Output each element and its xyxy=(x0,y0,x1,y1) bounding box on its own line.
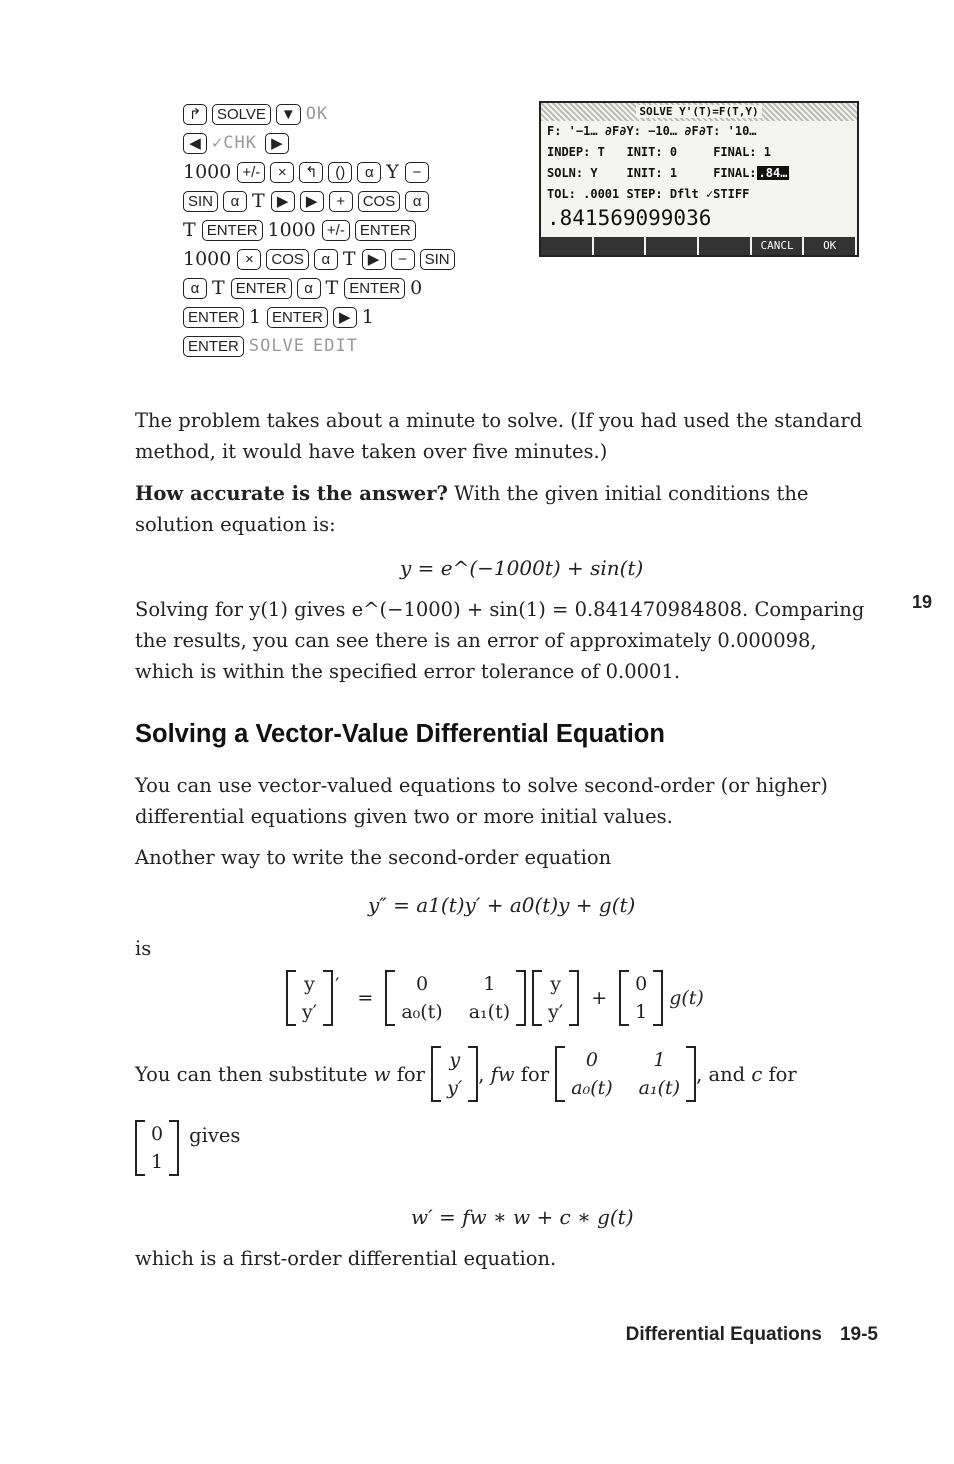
keystroke-line xyxy=(183,216,528,245)
section-heading: Solving a Vector-Value Differential Equation xyxy=(135,720,665,748)
calculator-key[interactable]: ▶ xyxy=(362,249,386,270)
calculator-key[interactable]: × xyxy=(270,162,294,183)
paragraph-solve-time: The problem takes about a minute to solve. (If you had used the standard method, it would have taken over five minutes.) xyxy=(135,409,863,463)
screen-row-f: F: '−1… ∂F∂Y: −10… ∂F∂T: '10… xyxy=(547,124,757,138)
equation-solution: y = e^(−1000t) + sin(t) xyxy=(400,556,644,580)
keystroke-line xyxy=(183,129,528,158)
matrix-coefficients: 0 1 a₀(t) a₁(t) xyxy=(385,970,526,1026)
screen-title: SOLVE Y'(T)=F(T,Y) xyxy=(541,103,857,121)
calculator-key[interactable]: α xyxy=(314,249,338,270)
text-is: is xyxy=(135,937,152,960)
keystroke-line xyxy=(183,187,528,216)
calculator-key[interactable]: SIN xyxy=(420,249,455,270)
calculator-key[interactable]: ENTER xyxy=(344,278,405,299)
page-footer xyxy=(626,1324,878,1346)
calculator-key[interactable]: ENTER xyxy=(183,307,244,328)
matrix-c-gives: 0 1 gives xyxy=(135,1120,240,1176)
inline-matrix-c: 0 1 xyxy=(135,1120,179,1176)
keystroke-line xyxy=(183,274,528,303)
calculator-key[interactable]: ENTER xyxy=(267,307,328,328)
calculator-key[interactable]: ↰ xyxy=(299,162,323,183)
keystroke-text: T xyxy=(325,277,339,299)
paragraph-second-order: Another way to write the second-order equation xyxy=(135,846,612,869)
calculator-screen xyxy=(539,101,859,257)
chapter-tab-number: 19 xyxy=(912,592,933,612)
calculator-key[interactable]: ▼ xyxy=(276,104,301,125)
keystroke-text: 1000 xyxy=(183,248,232,270)
keystroke-text: T xyxy=(252,190,265,212)
calculator-key[interactable]: ▶ xyxy=(333,307,357,328)
calculator-key[interactable]: SIN xyxy=(183,191,218,212)
screen-row-soln: SOLN: Y INIT: 1 FINAL: .84… xyxy=(547,166,788,180)
calculator-key[interactable]: × xyxy=(237,249,261,270)
screen-menu xyxy=(541,237,857,255)
softkey-label[interactable]: SOLVE xyxy=(248,336,306,356)
menu-key-4[interactable] xyxy=(699,237,750,255)
calculator-key[interactable]: α xyxy=(183,278,207,299)
paragraph-accuracy: How accurate is the answer? With the given initial conditions the solution equation is: xyxy=(135,482,809,536)
calculator-key[interactable]: α xyxy=(297,278,321,299)
matrix-y-vector-2: y y′ xyxy=(532,970,579,1026)
paragraph-first-order: which is a first-order differential equation. xyxy=(135,1247,557,1270)
paragraph-substitute: You can then substitute w for y y′ , fw for 0 1 a₀(t) a₁(t) , and c for xyxy=(135,1046,875,1102)
menu-key-ok[interactable]: OK xyxy=(804,237,855,255)
paragraph-comparison: Solving for y(1) gives e^(−1000) + sin(1) = 0.841470984808. Comparing the results, you can see there is an error of approximately 0.000098, which is within the specified error tolerance of 0.0001. xyxy=(135,598,865,683)
keystroke-text: 1000 xyxy=(267,219,316,241)
keystroke-text: Y xyxy=(386,161,399,183)
equation-first-order: w′ = fw ∗ w + c ∗ g(t) xyxy=(411,1205,634,1229)
softkey-label[interactable]: EDIT xyxy=(313,336,358,356)
screen-result: .841569099036 xyxy=(547,206,712,230)
keystroke-line xyxy=(183,158,528,187)
matrix-y-vector: y y′ xyxy=(286,970,333,1026)
calculator-key[interactable]: α xyxy=(223,191,247,212)
calculator-key[interactable]: ▶ xyxy=(265,133,289,154)
inline-matrix-w: y y′ xyxy=(431,1046,478,1102)
keystroke-line xyxy=(183,303,528,332)
footer-page-number: 19-5 xyxy=(839,1324,878,1345)
matrix-equation: y y′ ′ = 0 1 a₀(t) a₁(t) y y′ + 0 1 g(t) xyxy=(286,970,704,1026)
softkey-label[interactable]: ✓CHK xyxy=(212,133,257,153)
calculator-key[interactable]: ENTER xyxy=(202,220,263,241)
calculator-key[interactable]: COS xyxy=(358,191,401,212)
calculator-key[interactable]: +/- xyxy=(322,220,350,241)
keystroke-text: 1 xyxy=(248,306,261,328)
menu-key-1[interactable] xyxy=(541,237,592,255)
equation-second-order: y″ = a1(t)y′ + a0(t)y + g(t) xyxy=(368,893,636,917)
calculator-key[interactable]: COS xyxy=(266,249,309,270)
keystroke-line xyxy=(183,332,528,361)
inline-matrix-fw: 0 1 a₀(t) a₁(t) xyxy=(555,1046,696,1102)
calculator-key[interactable]: α xyxy=(357,162,381,183)
paragraph-vector-intro: You can use vector-valued equations to solve second-order (or higher) differential equations given two or more initial values. xyxy=(135,774,828,828)
screen-row-tol: TOL: .0001 STEP: Dflt ✓STIFF xyxy=(547,187,750,201)
footer-chapter-title: Differential Equations xyxy=(625,1324,822,1345)
keystroke-text: 1 xyxy=(361,306,374,328)
calculator-key[interactable]: ENTER xyxy=(183,336,244,357)
calculator-key[interactable]: − xyxy=(391,249,415,270)
keystroke-line xyxy=(183,245,528,274)
calculator-key[interactable]: () xyxy=(328,162,352,183)
keystroke-text: T xyxy=(183,219,196,241)
calculator-key[interactable]: ↱ xyxy=(183,104,207,125)
menu-key-2[interactable] xyxy=(594,237,645,255)
screen-row-indep: INDEP: T INIT: 0 FINAL: 1 xyxy=(547,145,771,159)
keystroke-line xyxy=(183,100,528,129)
keystroke-sequence xyxy=(183,100,528,361)
keystroke-text: T xyxy=(212,277,225,299)
calculator-key[interactable]: ENTER xyxy=(355,220,416,241)
calculator-key[interactable]: ENTER xyxy=(231,278,292,299)
keystroke-text: 1000 xyxy=(183,161,232,183)
menu-key-3[interactable] xyxy=(646,237,697,255)
calculator-key[interactable]: ▶ xyxy=(300,191,324,212)
keystroke-text: 0 xyxy=(410,277,423,299)
keystroke-text: T xyxy=(342,248,356,270)
matrix-c-vector: 0 1 xyxy=(619,970,663,1026)
calculator-key[interactable]: + xyxy=(329,191,353,212)
calculator-key[interactable]: +/- xyxy=(237,162,265,183)
calculator-key[interactable]: SOLVE xyxy=(212,104,271,125)
calculator-key[interactable]: − xyxy=(405,162,429,183)
softkey-label[interactable]: OK xyxy=(305,104,329,124)
menu-key-cancel[interactable]: CANCL xyxy=(752,237,803,255)
calculator-key[interactable]: α xyxy=(405,191,429,212)
calculator-key[interactable]: ▶ xyxy=(271,191,295,212)
calculator-key[interactable]: ◀ xyxy=(183,133,207,154)
